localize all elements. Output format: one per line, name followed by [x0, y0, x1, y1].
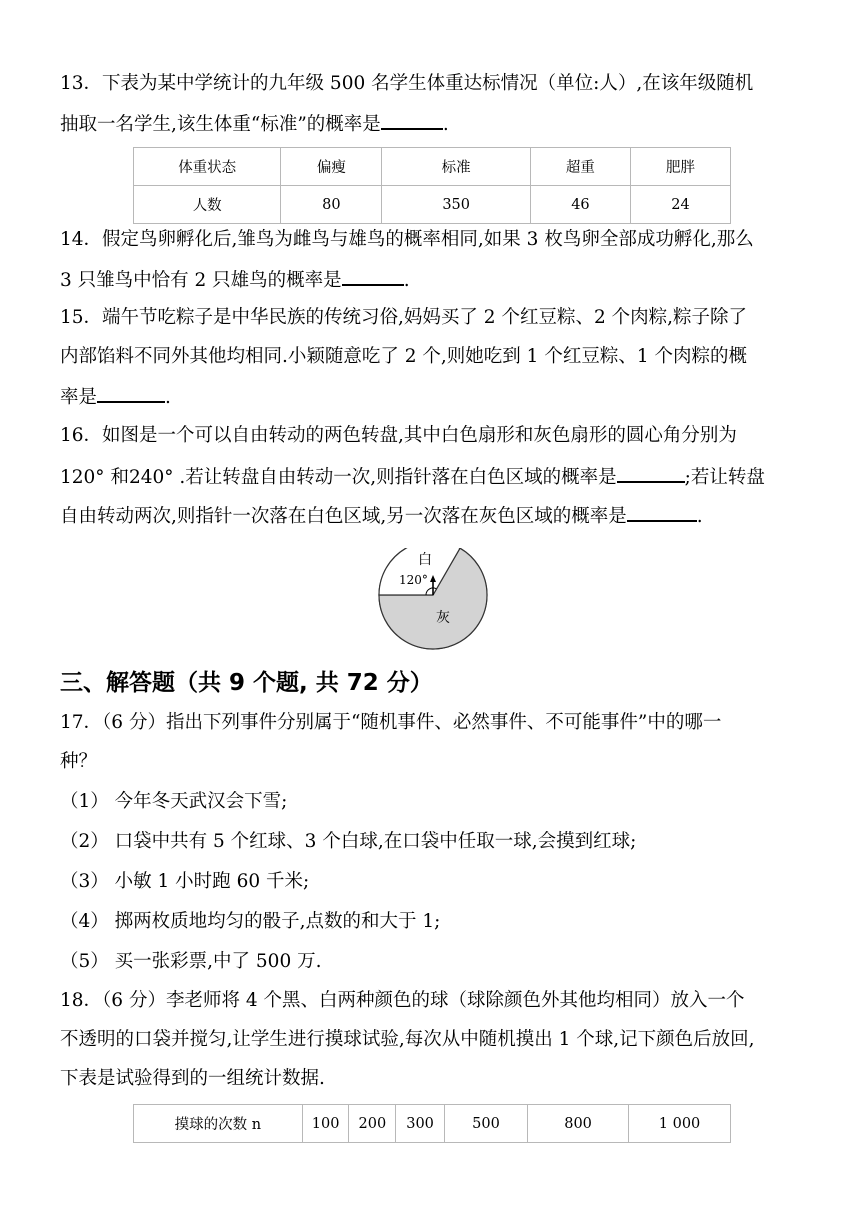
- q13-line-2: [60, 110, 449, 137]
- table-cell: 100: [302, 1105, 349, 1143]
- q15-line-2: 内部馅料不同外其他均相同.小颖随意吃了 2 个,则她吃到 1 个红豆粽、1 个肉粽的概: [60, 346, 747, 367]
- q13-answer-blank: [381, 110, 443, 130]
- table-cell: 800: [528, 1105, 629, 1143]
- gray-label: 灰: [436, 610, 450, 626]
- q18-trial-table: [133, 1104, 731, 1143]
- section-3-heading: 三、解答题（共 9 个题, 共 72 分）: [60, 670, 433, 696]
- table-cell: 46: [530, 186, 630, 224]
- q14-line-2: [60, 266, 410, 293]
- q15-line-3: [60, 383, 171, 410]
- q17-item: （4） 掷两枚质地均匀的骰子,点数的和大于 1;: [60, 911, 441, 932]
- q18-line-2: 不透明的口袋并搅匀,让学生进行摸球试验,每次从中随机摸出 1 个球,记下颜色后放回,: [60, 1029, 755, 1050]
- table-cell: 体重状态: [134, 148, 281, 186]
- q13-line-1: 13．下表为某中学统计的九年级 500 名学生体重达标情况（单位:人）,在该年级随机: [60, 73, 754, 94]
- q14-end: .: [403, 270, 410, 291]
- table-cell: 标准: [382, 148, 531, 186]
- table-row: [134, 186, 731, 224]
- q16-line-3: [60, 502, 703, 529]
- q16-line-2: [60, 463, 765, 490]
- q15-text: 率是: [60, 387, 98, 408]
- table-cell: 超重: [530, 148, 630, 186]
- q15-end: .: [165, 387, 171, 408]
- angle-label: 120°: [399, 573, 428, 587]
- table-cell: 350: [382, 186, 531, 224]
- table-header-row: [134, 148, 731, 186]
- table-cell: 300: [396, 1105, 445, 1143]
- q14-line-1: 14．假定鸟卵孵化后,雏鸟为雌鸟与雄鸟的概率相同,如果 3 枚鸟卵全部成功孵化,那么: [60, 229, 754, 250]
- table-cell: 200: [349, 1105, 396, 1143]
- table-cell: 肥胖: [630, 148, 730, 186]
- table-cell: 500: [444, 1105, 527, 1143]
- q15-answer-blank: [97, 383, 165, 403]
- table-cell: 1 000: [629, 1105, 731, 1143]
- q17-line-2: 种？: [60, 751, 98, 772]
- white-label: 白: [418, 552, 432, 568]
- table-cell: 偏瘦: [281, 148, 382, 186]
- table-cell: 摸球的次数 n: [134, 1105, 303, 1143]
- q13-end: .: [442, 114, 449, 135]
- q16-answer-blank-1: [617, 463, 685, 483]
- table-cell: 24: [630, 186, 730, 224]
- q17-item: （5） 买一张彩票,中了 500 万.: [60, 951, 322, 972]
- q17-item: （1） 今年冬天武汉会下雪;: [60, 791, 288, 812]
- q18-line-3: 下表是试验得到的一组统计数据.: [60, 1068, 325, 1089]
- q16-line-1: 16．如图是一个可以自由转动的两色转盘,其中白色扇形和灰色扇形的圆心角分别为: [60, 425, 737, 446]
- q17-line-1: 17．（6 分）指出下列事件分别属于“随机事件、必然事件、不可能事件”中的哪一: [60, 712, 722, 733]
- q14-text: 3 只雏鸟中恰有 2 只雄鸟的概率是: [60, 270, 342, 291]
- q14-answer-blank: [342, 266, 404, 286]
- q13-weight-table: [133, 147, 731, 224]
- q15-line-1: 15．端午节吃粽子是中华民族的传统习俗,妈妈买了 2 个红豆粽、2 个肉粽,粽子除了: [60, 307, 747, 328]
- q16-text-b: ;若让转盘: [684, 467, 765, 488]
- q17-item: （3） 小敏 1 小时跑 60 千米;: [60, 871, 310, 892]
- q16-end: .: [696, 506, 703, 527]
- table-cell: 80: [281, 186, 382, 224]
- q16-text-a: 120° 和240° .若让转盘自由转动一次,则指针落在白色区域的概率是: [60, 467, 617, 488]
- q17-item: （2） 口袋中共有 5 个红球、3 个白球,在口袋中任取一球,会摸到红球;: [60, 831, 637, 852]
- q16-text-c: 自由转动两次,则指针一次落在白色区域,另一次落在灰色区域的概率是: [60, 506, 627, 527]
- table-cell: 人数: [134, 186, 281, 224]
- q18-line-1: 18．（6 分）李老师将 4 个黑、白两种颜色的球（球除颜色外其他均相同）放入一个: [60, 990, 745, 1011]
- table-row: [134, 1105, 731, 1143]
- spinner-figure: [376, 548, 490, 650]
- q13-text: 抽取一名学生,该生体重“标准”的概率是: [60, 114, 381, 135]
- q16-answer-blank-2: [627, 502, 697, 522]
